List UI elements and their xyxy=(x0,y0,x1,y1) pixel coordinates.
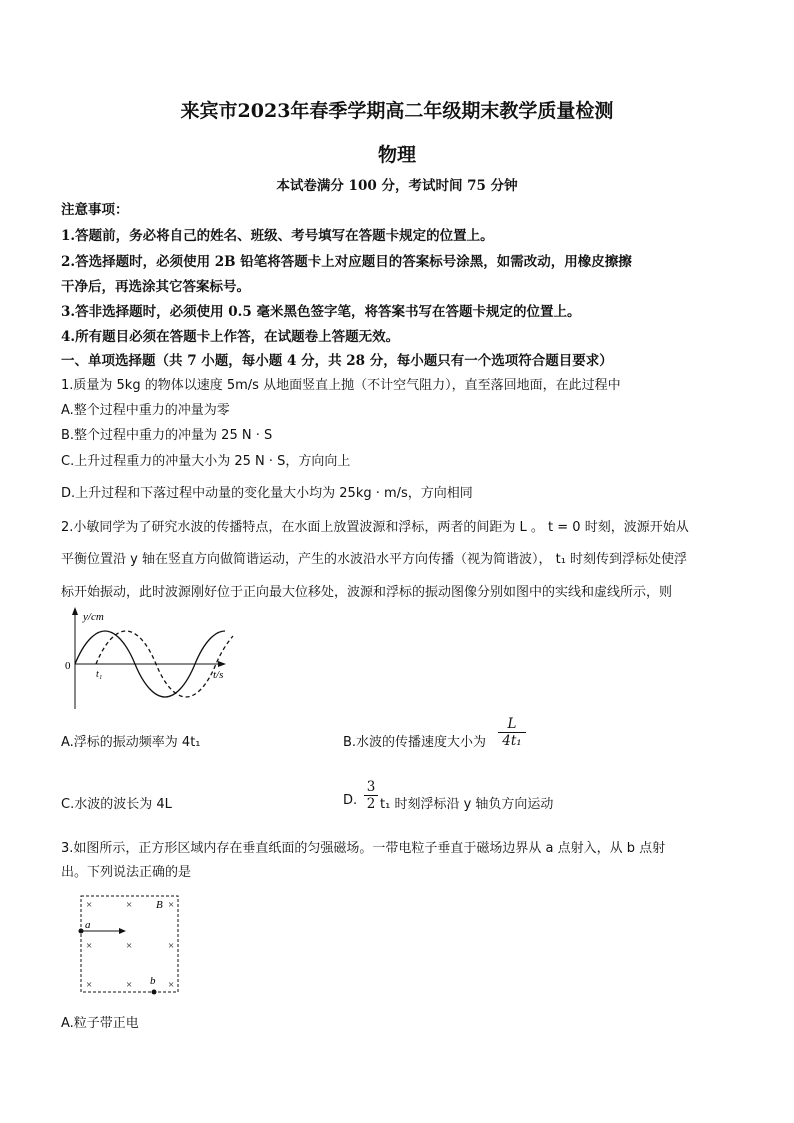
field-cross-mark: × xyxy=(86,940,93,952)
exam-title: 来宾市2023年春季学期高二年级期末教学质量检测 xyxy=(180,100,614,122)
question-2-stem-line: 2.小敏同学为了研究水波的传播特点，在水面上放置波源和浮标，两者的间距为 L 。 t = 0 时刻，波源开始从 xyxy=(61,520,689,535)
question-1-option-b: B.整个过程中重力的冲量为 25 N · S xyxy=(61,428,273,443)
note-item: 2.答选择题时，必须使用 2B 铅笔将答题卡上对应题目的答案标号涂黑，如需改动，用橡皮擦擦 xyxy=(61,254,632,270)
question-3-option-a: A.粒子带正电 xyxy=(61,1016,139,1031)
question-1-option-d: D.上升过程和下落过程中动量的变化量大小均为 25kg · m/s，方向相同 xyxy=(61,486,473,501)
graph-origin: 0 xyxy=(65,660,71,672)
note-item: 干净后，再选涂其它答案标号。 xyxy=(61,279,250,295)
fraction-denominator: 2 xyxy=(364,795,378,812)
note-item: 4.所有题目必须在答题卡上作答，在试题卷上答题无效。 xyxy=(61,329,400,345)
fraction-numerator: L xyxy=(507,716,517,732)
question-1-option-c: C.上升过程重力的冲量大小为 25 N · S，方向向上 xyxy=(61,454,351,469)
graph-y-label: y/cm xyxy=(83,611,104,623)
wave-graph xyxy=(60,604,240,712)
field-cross-mark: × xyxy=(168,899,175,911)
fraction-denominator: 4t₁ xyxy=(498,732,526,749)
fraction-numerator: 3 xyxy=(366,779,376,795)
question-3-stem-line: 3.如图所示，正方形区域内存在垂直纸面的匀强磁场。一带电粒子垂直于磁场边界从 a 点射入，从 b 点射 xyxy=(61,841,666,856)
question-2-stem-line: 平衡位置沿 y 轴在竖直方向做简谐运动，产生的水波沿水平方向传播（视为简谐波）， t₁ 时刻传到浮标处使浮 xyxy=(61,552,688,567)
magnetic-field-figure xyxy=(76,892,186,996)
field-cross-mark: × xyxy=(168,940,175,952)
section-heading: 一、单项选择题（共 7 小题，每小题 4 分，共 28 分，每小题只有一个选项符合题目要求） xyxy=(61,353,613,369)
question-2-option-d-prefix: D. xyxy=(343,793,358,808)
field-cross-mark: × xyxy=(86,899,93,911)
question-1-option-a: A.整个过程中重力的冲量为零 xyxy=(61,403,230,418)
point-a-label: a xyxy=(85,919,91,931)
field-label: B xyxy=(156,899,163,911)
graph-t1-label: t₁ xyxy=(96,669,103,680)
point-b xyxy=(152,990,157,995)
note-item: 3.答非选择题时，必须使用 0.5 毫米黑色签字笔，将答案书写在答题卡规定的位置上。 xyxy=(61,304,581,320)
exam-info: 本试卷满分 100 分，考试时间 75 分钟 xyxy=(276,178,518,194)
question-2-option-b-prefix: B.水波的传播速度大小为 xyxy=(343,735,487,750)
question-2-stem-line: 标开始振动，此时波源刚好位于正向最大位移处，波源和浮标的振动图像分别如图中的实线和虚线所示，则 xyxy=(61,585,673,600)
field-cross-mark: × xyxy=(168,979,175,991)
question-2-option-c: C.水波的波长为 4L xyxy=(61,797,172,812)
notes-heading: 注意事项： xyxy=(61,202,129,218)
field-cross-mark: × xyxy=(126,979,133,991)
field-cross-mark: × xyxy=(126,899,133,911)
question-2-option-d-text: t₁ 时刻浮标沿 y 轴负方向运动 xyxy=(380,797,554,812)
question-2-option-b-fraction xyxy=(498,716,526,749)
velocity-arrow xyxy=(119,928,126,934)
graph-x-label: t/s xyxy=(213,669,224,681)
question-3-stem-line: 出。下列说法正确的是 xyxy=(61,865,192,880)
subject-title: 物理 xyxy=(377,144,416,166)
question-1-stem: 1.质量为 5kg 的物体以速度 5m/s 从地面竖直上抛（不计空气阻力），直至落回地面，在此过程中 xyxy=(61,378,621,393)
note-item: 1.答题前，务必将自己的姓名、班级、考号填写在答题卡规定的位置上。 xyxy=(61,228,494,244)
question-2-option-d-fraction xyxy=(364,779,378,812)
point-b-label: b xyxy=(150,975,156,987)
question-2-option-a: A.浮标的振动频率为 4t₁ xyxy=(61,735,201,750)
field-cross-mark: × xyxy=(86,979,93,991)
field-cross-mark: × xyxy=(126,940,133,952)
